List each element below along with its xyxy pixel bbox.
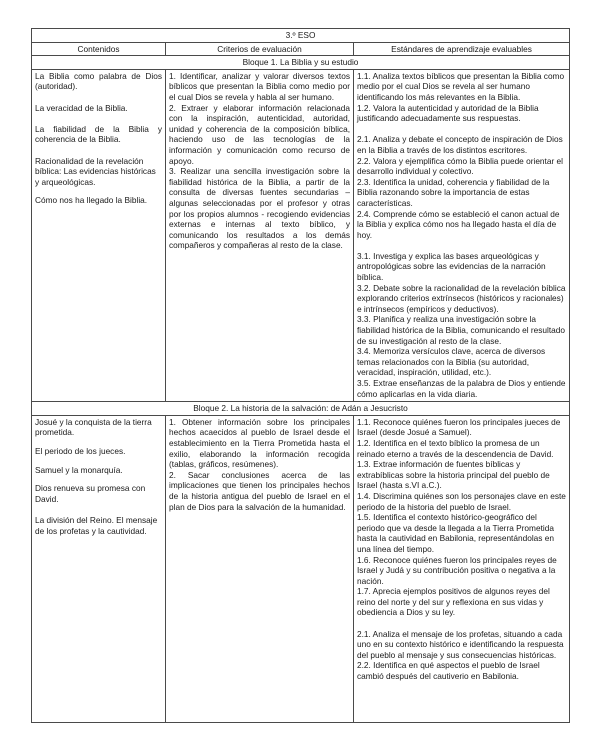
estandar-item: 2.2. Identifica en qué aspectos el pueblo de Israel cambió después del cautiverio en Babilonia. xyxy=(357,660,540,682)
block-2-estandares xyxy=(354,415,570,722)
estandar-item: 1.3. Extrae información de fuentes bíblicas y extrabíblicas sobre la historia principal del pueblo de Israel (hasta s.VI a.C.). xyxy=(357,459,550,491)
criterio-item: 3. Realizar una sencilla investigación sobre la fiabilidad histórica de la Biblia, a partir de la consulta de diversas fuentes secundarias – algunas seleccionadas por el profesor y otras por los propios alumnos - recogiendo evidencias externas e internas al texto bíblico, y comunicando los resultados a los demás compañeros y compañeras al resto de la clase. xyxy=(169,166,350,251)
criterio-item: 2. Extraer y elaborar información relacionada con la inspiración, autenticidad, autoridad, unidad y coherencia de la composición bíblica, haciendo uso de las tecnologías de la información y comunicación como recurso de apoyo. xyxy=(169,102,350,166)
estandar-item: 3.1. Investiga y explica las bases arqueológicas y antropológicas sobre las evidencias de la narración bíblica. xyxy=(357,250,546,283)
estandar-item: 1.6. Reconoce quiénes fueron los principales reyes de Israel y Judá y su contribución positiva o negativa a la nación. xyxy=(357,554,557,586)
estandar-item: 2.1. Analiza y debate el concepto de inspiración de Dios en la Biblia a través de los distintos escritores. xyxy=(357,134,563,155)
contenido-item: Samuel y la monarquía. xyxy=(35,464,123,475)
block-1-estandares xyxy=(354,69,570,401)
estandar-item: 2.2. Valora y ejemplifica cómo la Biblia puede orientar el desarrollo individual y colectivo. xyxy=(357,155,563,177)
estandar-item: 1.7. Aprecia ejemplos positivos de algunos reyes del reino del norte y del sur y reflexiona en sus vidas y obediencia a Dios y su ley. xyxy=(357,586,550,618)
contenido-item: El periodo de los jueces. xyxy=(35,445,126,456)
block-1-title: Bloque 1. La Biblia y su estudio xyxy=(32,56,570,70)
estandar-item: 1.5. Identifica el contexto histórico-geográfico del periodo que va desde la llegada a la Tierra Prometida hasta la cautividad en Babilonia, representándolas en una línea del tiempo. xyxy=(357,512,554,554)
estandar-item: 3.2. Debate sobre la racionalidad de la revelación bíblica explorando criterios extrínsecos (históricos y racionales) e intrínsecos (empíricos y deductivos). xyxy=(357,282,566,314)
estandar-item: 1.1. Analiza textos bíblicos que presentan la Biblia como medio por el cual Dios se revela al ser humano identificando los más relevantes en la Biblia. xyxy=(357,70,565,102)
criterio-item: 1. Obtener información sobre los principales hechos acaecidos al pueblo de Israel desde el establecimiento en la Tierra Prometida hasta el exilio, elaborando la información recogida (tablas, gráficos, resúmenes). xyxy=(169,416,350,470)
criterio-item: 2. Sacar conclusiones acerca de las implicaciones que tienen los principales hechos de la historia antigua del pueblo de Israel en el plan de Dios para la salvación de la humanidad. xyxy=(169,469,350,512)
contenido-item: La Biblia como palabra de Dios (autoridad). xyxy=(35,70,162,92)
estandar-item: 2.1. Analiza el mensaje de los profetas, situando a cada uno en su contexto histórico e identificando la respuesta del pueblo al mensaje y sus consecuencias históricas. xyxy=(357,628,564,660)
contenido-item: Cómo nos ha llegado la Biblia. xyxy=(35,195,148,206)
contenido-item: La división del Reino. El mensaje de los profetas y la cautividad. xyxy=(35,514,158,536)
criterio-item: 1. Identificar, analizar y valorar diversos textos bíblicos que presentan la Biblia como medio por el cual Dios se revela y habla al ser humano. xyxy=(169,70,350,102)
estandar-item: 3.3. Planifica y realiza una investigación sobre la fiabilidad histórica de la Biblia, comunicando el resultado de su investigación al resto de la clase. xyxy=(357,314,566,346)
estandar-item: 3.5. Extrae enseñanzas de la palabra de Dios y entiende cómo aplicarlas en la vida diaria. xyxy=(357,378,566,399)
header-contenidos: Contenidos xyxy=(32,42,166,56)
course-title: 3.º ESO xyxy=(32,29,570,43)
curriculum-document xyxy=(31,28,569,723)
header-criterios: Criterios de evaluación xyxy=(166,42,354,56)
block-1-contenidos xyxy=(32,69,166,401)
contenido-item: La fiabilidad de la Biblia y coherencia de la Biblia. xyxy=(35,123,162,145)
curriculum-table xyxy=(31,28,570,723)
block-2-contenidos xyxy=(32,415,166,722)
contenido-item: Racionalidad de la revelación bíblica: Las evidencias históricas y arqueológicas. xyxy=(35,155,156,187)
estandar-item: 3.4. Memoriza versículos clave, acerca de diversos temas relacionados con la Biblia (su autoridad, veracidad, inspiración, utilidad, etc.). xyxy=(357,346,546,378)
estandar-item: 1.1. Reconoce quiénes fueron los principales jueces de Israel (desde Josué a Samuel). xyxy=(357,416,561,438)
contenido-item: La veracidad de la Biblia. xyxy=(35,102,128,113)
estandar-item: 1.4. Discrimina quiénes son los personajes clave en este periodo de la historia del pueblo de Israel. xyxy=(357,490,566,512)
contenido-item: Josué y la conquista de la tierra prometida. xyxy=(35,416,152,438)
contenido-item: Dios renueva su promesa con David. xyxy=(35,483,146,504)
estandar-item: 2.4. Comprende cómo se estableció el canon actual de la Biblia y explica cómo nos ha llegado hasta el día de hoy. xyxy=(357,208,560,240)
estandar-item: 1.2. Identifica en el texto bíblico la promesa de un reinado eterno a través de la descendencia de David. xyxy=(357,437,554,459)
estandar-item: 1.2. Valora la autenticidad y autoridad de la Biblia justificando adecuadamente sus respuestas. xyxy=(357,102,539,124)
block-1-criterios xyxy=(166,69,354,401)
header-estandares: Estándares de aprendizaje evaluables xyxy=(354,42,570,56)
block-2-title: Bloque 2. La historia de la salvación: de Adán a Jesucristo xyxy=(32,402,570,416)
block-2-criterios xyxy=(166,415,354,722)
estandar-item: 2.3. Identifica la unidad, coherencia y fiabilidad de la Biblia razonando sobre la importancia de estas características. xyxy=(357,176,550,208)
